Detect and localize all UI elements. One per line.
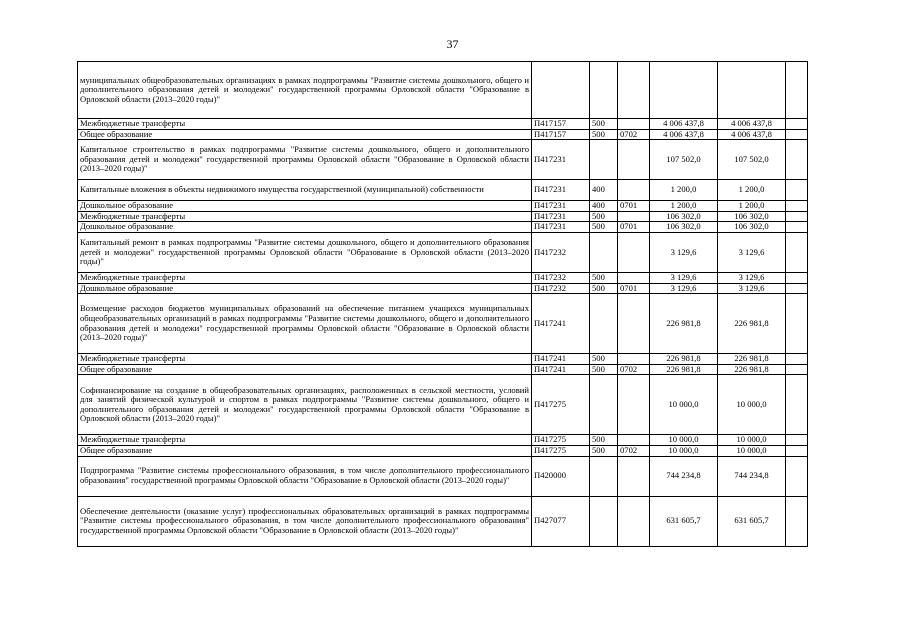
row-amount-2: 106 302,0 (718, 211, 786, 222)
row-description: Межбюджетные трансферты (78, 435, 532, 446)
row-expense-type: 500 (590, 445, 618, 456)
row-amount-1: 3 129,6 (650, 232, 718, 272)
table-row (78, 232, 808, 272)
table-row (78, 294, 808, 354)
row-amount-1: 106 302,0 (650, 211, 718, 222)
row-expense-type: 500 (590, 119, 618, 130)
row-section (618, 119, 650, 130)
row-target-code: П417241 (532, 354, 590, 365)
row-section: 0701 (618, 222, 650, 233)
row-description: Дошкольное образование (78, 201, 532, 212)
row-empty-cell (786, 222, 808, 233)
row-description: Капитальные вложения в объекты недвижимого имущества государственной (муниципальной) собственности (78, 180, 532, 201)
row-target-code: П417232 (532, 232, 590, 272)
table-row (78, 364, 808, 375)
row-amount-1: 4 006 437,8 (650, 129, 718, 140)
row-empty-cell (786, 180, 808, 201)
row-amount-2: 3 129,6 (718, 232, 786, 272)
row-section (618, 456, 650, 496)
row-section: 0701 (618, 201, 650, 212)
row-target-code (532, 62, 590, 119)
row-section: 0701 (618, 283, 650, 294)
row-description: Общее образование (78, 445, 532, 456)
row-empty-cell (786, 456, 808, 496)
row-section: 0702 (618, 129, 650, 140)
row-section (618, 140, 650, 180)
row-description: Капитальное строительство в рамках подпрограммы "Развитие системы дошкольного, общего и дополнительного образования детей и молодежи" государственной программы Орловской области "Образование в Орловской области (2013–2020 годы)" (78, 140, 532, 180)
row-description: Подпрограмма "Развитие системы профессионального образования, в том числе дополнительного профессионального образования" государственной программы Орловской области "Образование в Орловской области (2013–2020 годы)" (78, 456, 532, 496)
row-amount-1: 10 000,0 (650, 375, 718, 435)
row-amount-2: 744 234,8 (718, 456, 786, 496)
row-expense-type: 500 (590, 272, 618, 283)
row-expense-type (590, 232, 618, 272)
row-empty-cell (786, 445, 808, 456)
row-expense-type (590, 496, 618, 546)
table-row (78, 283, 808, 294)
row-expense-type: 500 (590, 364, 618, 375)
row-amount-1: 4 006 437,8 (650, 119, 718, 130)
row-amount-1: 10 000,0 (650, 435, 718, 446)
row-section (618, 211, 650, 222)
row-empty-cell (786, 272, 808, 283)
page-number: 37 (446, 37, 459, 51)
row-empty-cell (786, 496, 808, 546)
row-empty-cell (786, 294, 808, 354)
row-amount-2: 631 605,7 (718, 496, 786, 546)
row-section (618, 180, 650, 201)
row-description: Дошкольное образование (78, 222, 532, 233)
row-expense-type (590, 140, 618, 180)
row-description: Общее образование (78, 364, 532, 375)
table-row (78, 354, 808, 365)
row-expense-type: 500 (590, 283, 618, 294)
row-amount-2: 226 981,8 (718, 364, 786, 375)
row-section: 0702 (618, 445, 650, 456)
row-amount-1: 226 981,8 (650, 354, 718, 365)
table-row (78, 496, 808, 546)
row-amount-2: 1 200,0 (718, 180, 786, 201)
table-row (78, 62, 808, 119)
row-description: Общее образование (78, 129, 532, 140)
row-amount-2: 1 200,0 (718, 201, 786, 212)
row-target-code: П420000 (532, 456, 590, 496)
row-section (618, 354, 650, 365)
row-expense-type: 500 (590, 222, 618, 233)
table-row (78, 129, 808, 140)
row-amount-1: 744 234,8 (650, 456, 718, 496)
row-target-code: П417275 (532, 435, 590, 446)
row-target-code: П417231 (532, 211, 590, 222)
row-amount-1: 226 981,8 (650, 294, 718, 354)
row-section (618, 375, 650, 435)
row-amount-2: 3 129,6 (718, 283, 786, 294)
row-empty-cell (786, 364, 808, 375)
row-section (618, 435, 650, 446)
row-amount-2: 4 006 437,8 (718, 129, 786, 140)
row-empty-cell (786, 119, 808, 130)
row-amount-1: 1 200,0 (650, 180, 718, 201)
row-section (618, 62, 650, 119)
row-expense-type: 500 (590, 129, 618, 140)
row-description: Межбюджетные трансферты (78, 211, 532, 222)
row-empty-cell (786, 435, 808, 446)
row-target-code: П417231 (532, 222, 590, 233)
row-target-code: П417157 (532, 129, 590, 140)
row-empty-cell (786, 62, 808, 119)
table-row (78, 435, 808, 446)
row-expense-type (590, 294, 618, 354)
row-section (618, 272, 650, 283)
row-amount-2: 10 000,0 (718, 375, 786, 435)
row-amount-1: 106 302,0 (650, 222, 718, 233)
row-expense-type: 500 (590, 435, 618, 446)
row-description: Межбюджетные трансферты (78, 272, 532, 283)
table-row (78, 272, 808, 283)
row-section (618, 232, 650, 272)
table-row (78, 201, 808, 212)
row-target-code: П417241 (532, 294, 590, 354)
row-amount-2 (718, 62, 786, 119)
row-amount-1: 226 981,8 (650, 364, 718, 375)
row-target-code: П417157 (532, 119, 590, 130)
row-description: Возмещение расходов бюджетов муниципальных образований на обеспечение питанием учащихся муниципальных общеобразовательных организаций в рамках подпрограммы "Развитие системы дошкольного, общего и дополнительного образования детей и молодежи" государственной программы Орловской области "Образование в Орловской области (2013–2020 годы)" (78, 294, 532, 354)
row-amount-2: 10 000,0 (718, 445, 786, 456)
row-amount-1: 3 129,6 (650, 283, 718, 294)
row-description: муниципальных общеобразовательных организациях в рамках подпрограммы "Развитие системы дошкольного, общего и дополнительного образования детей и молодежи" государственной программы Орловской области "Образование в Орловской области (2013–2020 годы)" (78, 62, 532, 119)
table-row (78, 445, 808, 456)
row-expense-type: 400 (590, 180, 618, 201)
table-row (78, 222, 808, 233)
row-target-code: П417232 (532, 283, 590, 294)
row-target-code: П427077 (532, 496, 590, 546)
budget-table-body (78, 62, 808, 547)
row-amount-2: 107 502,0 (718, 140, 786, 180)
row-expense-type: 500 (590, 211, 618, 222)
row-section: 0702 (618, 364, 650, 375)
row-description: Обеспечение деятельности (оказание услуг) профессиональных образовательных организаций в рамках подпрограммы "Развитие системы профессионального образования, в том числе дополнительного профессионального образования" государственной программы Орловской области "Образование в Орловской области (2013–2020 годы)" (78, 496, 532, 546)
row-amount-1: 1 200,0 (650, 201, 718, 212)
table-row (78, 211, 808, 222)
row-amount-1 (650, 62, 718, 119)
row-empty-cell (786, 354, 808, 365)
row-empty-cell (786, 375, 808, 435)
row-target-code: П417231 (532, 140, 590, 180)
row-target-code: П417232 (532, 272, 590, 283)
row-empty-cell (786, 283, 808, 294)
row-target-code: П417241 (532, 364, 590, 375)
row-expense-type: 500 (590, 354, 618, 365)
row-amount-2: 10 000,0 (718, 435, 786, 446)
table-row (78, 375, 808, 435)
row-section (618, 496, 650, 546)
row-target-code: П417231 (532, 180, 590, 201)
row-amount-1: 107 502,0 (650, 140, 718, 180)
row-description: Дошкольное образование (78, 283, 532, 294)
row-empty-cell (786, 232, 808, 272)
row-amount-2: 4 006 437,8 (718, 119, 786, 130)
row-expense-type (590, 375, 618, 435)
row-description: Межбюджетные трансферты (78, 119, 532, 130)
row-expense-type: 400 (590, 201, 618, 212)
row-amount-2: 3 129,6 (718, 272, 786, 283)
row-description: Межбюджетные трансферты (78, 354, 532, 365)
table-row (78, 140, 808, 180)
row-amount-2: 106 302,0 (718, 222, 786, 233)
row-amount-1: 10 000,0 (650, 445, 718, 456)
table-row (78, 456, 808, 496)
row-section (618, 294, 650, 354)
row-amount-2: 226 981,8 (718, 354, 786, 365)
row-target-code: П417275 (532, 445, 590, 456)
row-amount-2: 226 981,8 (718, 294, 786, 354)
row-empty-cell (786, 211, 808, 222)
row-target-code: П417231 (532, 201, 590, 212)
row-amount-1: 631 605,7 (650, 496, 718, 546)
row-empty-cell (786, 129, 808, 140)
row-amount-1: 3 129,6 (650, 272, 718, 283)
row-description: Капитальный ремонт в рамках подпрограммы "Развитие системы дошкольного, общего и дополнительного образования детей и молодежи" государственной программы Орловской области "Образование в Орловской области (2013–2020 годы)" (78, 232, 532, 272)
row-expense-type (590, 456, 618, 496)
table-row (78, 180, 808, 201)
budget-table (77, 61, 808, 547)
row-expense-type (590, 62, 618, 119)
row-empty-cell (786, 140, 808, 180)
row-description: Софинансирование на создание в общеобразовательных организациях, расположенных в сельской местности, условий для занятий физической культурой и спортом в рамках подпрограммы "Развитие системы дошкольного, общего и дополнительного образования детей и молодежи" государственной программы Орловской области "Образование в Орловской области (2013–2020 годы)" (78, 375, 532, 435)
row-empty-cell (786, 201, 808, 212)
table-row (78, 119, 808, 130)
row-target-code: П417275 (532, 375, 590, 435)
